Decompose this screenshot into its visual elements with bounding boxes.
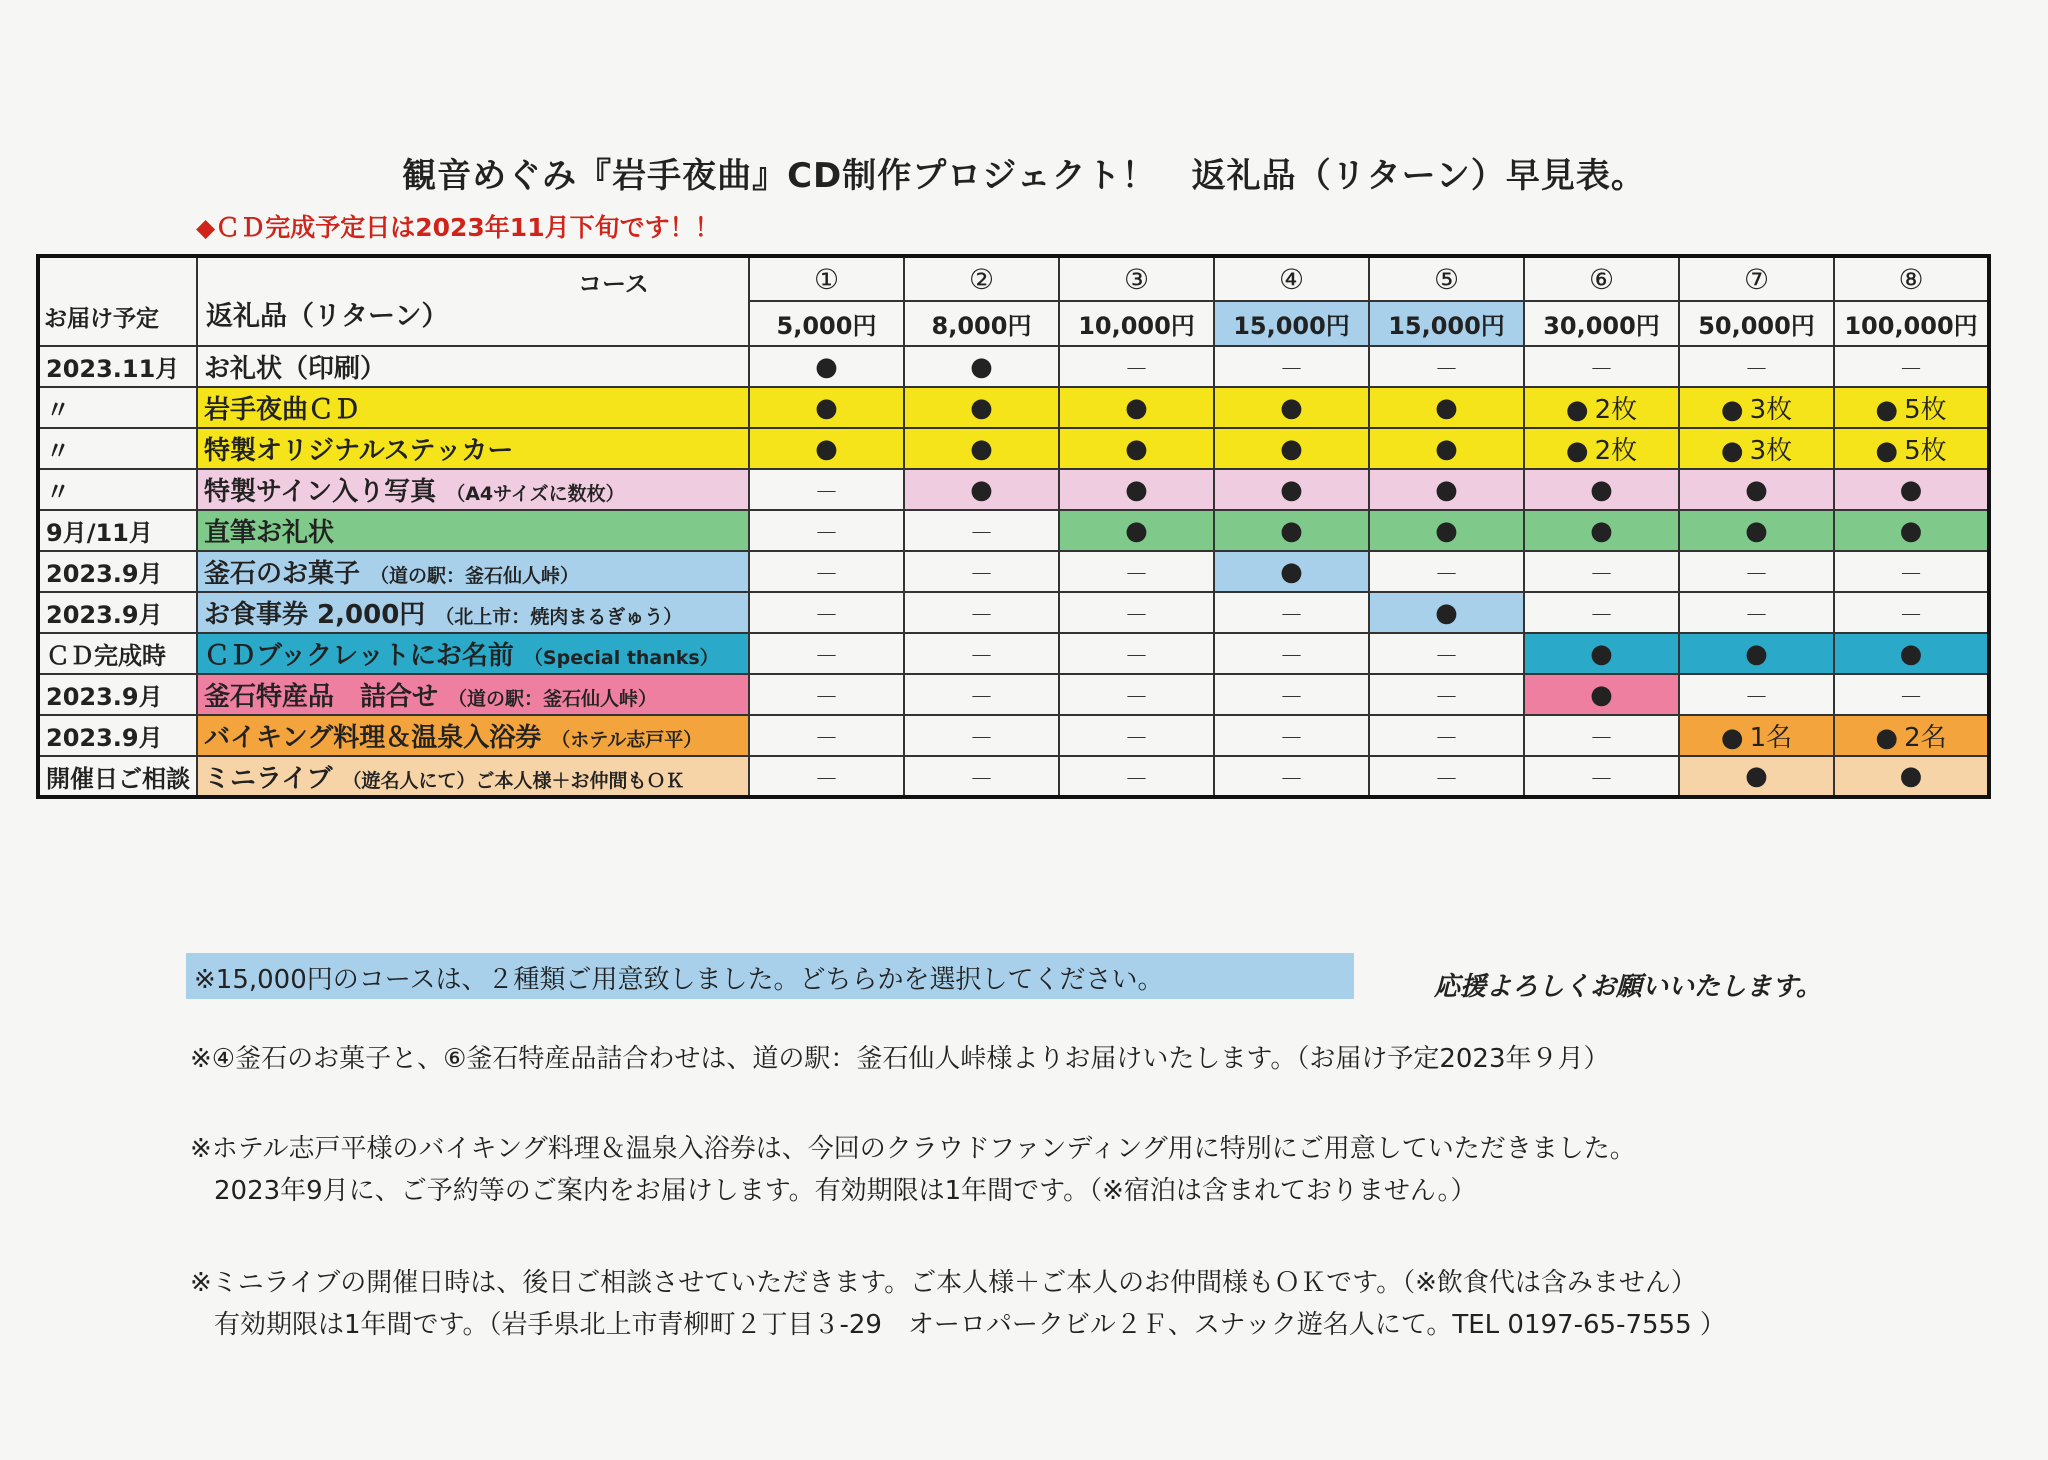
included-mark: ● bbox=[1280, 556, 1303, 587]
included-mark: ● bbox=[1875, 723, 1899, 753]
course-cell bbox=[904, 346, 1059, 387]
course-label: コース bbox=[578, 270, 649, 298]
course-price-8: 100,000円 bbox=[1834, 301, 1989, 346]
course-cell bbox=[749, 469, 904, 510]
not-included-mark: － bbox=[969, 601, 994, 629]
included-mark: ● bbox=[1720, 395, 1744, 425]
note-minilive bbox=[190, 1262, 1726, 1346]
not-included-mark: － bbox=[1124, 724, 1149, 752]
course-cell bbox=[1214, 551, 1369, 592]
course-cell bbox=[1679, 510, 1834, 551]
return-item-name: 岩手夜曲ＣＤ bbox=[204, 395, 361, 425]
table-row bbox=[38, 387, 1989, 428]
return-item-name: お礼状（印刷） bbox=[204, 354, 387, 384]
not-included-mark: － bbox=[1899, 601, 1923, 629]
table-row bbox=[38, 674, 1989, 715]
included-mark: ● bbox=[815, 351, 838, 382]
course-price-2: 8,000円 bbox=[904, 301, 1059, 346]
not-included-mark: － bbox=[969, 724, 994, 752]
not-included-mark: － bbox=[1589, 560, 1614, 588]
course-cell bbox=[1834, 715, 1989, 756]
course-cell bbox=[1369, 428, 1524, 469]
course-cell bbox=[1679, 715, 1834, 756]
course-number-text: ⑦ bbox=[1743, 262, 1770, 296]
course-cell bbox=[1524, 428, 1679, 469]
included-mark: ● bbox=[815, 433, 838, 464]
course-cell bbox=[1834, 510, 1989, 551]
return-item-name: お食事券 2,000円 bbox=[204, 600, 426, 630]
course-cell bbox=[1524, 633, 1679, 674]
course-cell bbox=[904, 756, 1059, 797]
course-number-8 bbox=[1834, 256, 1989, 301]
not-included-mark: － bbox=[1124, 355, 1149, 383]
return-item-cell bbox=[197, 346, 749, 387]
course-cell bbox=[1834, 756, 1989, 797]
return-item-cell bbox=[197, 510, 749, 551]
course-cell bbox=[1524, 715, 1679, 756]
included-mark: ● bbox=[1590, 638, 1613, 669]
quantity-label: 2名 bbox=[1904, 723, 1947, 753]
included-mark: ● bbox=[1899, 761, 1923, 791]
course-cell bbox=[1369, 510, 1524, 551]
table-row bbox=[38, 510, 1989, 551]
course-price-5: 15,000円 bbox=[1369, 301, 1524, 346]
course-cell bbox=[1524, 756, 1679, 797]
included-mark: ● bbox=[1875, 436, 1899, 466]
course-cell bbox=[1524, 469, 1679, 510]
included-mark: ● bbox=[1565, 395, 1589, 425]
course-cell bbox=[749, 428, 904, 469]
return-item-name: 特製サイン入り写真 bbox=[204, 477, 437, 507]
course-cell bbox=[1059, 592, 1214, 633]
course-cell bbox=[1369, 346, 1524, 387]
delivery-date-cell: 〃 bbox=[38, 387, 197, 428]
return-item-name: ＣＤブックレットにお名前 bbox=[204, 641, 514, 671]
course-number-text: ⑧ bbox=[1898, 262, 1924, 296]
return-item-name: バイキング料理＆温泉入浴券 bbox=[204, 723, 542, 753]
included-mark: ● bbox=[1899, 474, 1923, 505]
not-included-mark: － bbox=[1744, 355, 1769, 383]
included-mark: ● bbox=[1590, 474, 1613, 505]
course-cell bbox=[1679, 674, 1834, 715]
not-included-mark: － bbox=[1434, 724, 1459, 752]
course-cell bbox=[1369, 715, 1524, 756]
included-mark: ● bbox=[1435, 515, 1458, 546]
course-cell bbox=[1679, 387, 1834, 428]
quantity-label: 2枚 bbox=[1594, 436, 1638, 466]
included-mark: ● bbox=[1899, 515, 1923, 546]
course-cell bbox=[1059, 715, 1214, 756]
not-included-mark: － bbox=[1124, 560, 1149, 588]
return-label: 返礼品（リターン） bbox=[206, 301, 449, 332]
not-included-mark: － bbox=[1124, 601, 1149, 629]
course-cell bbox=[1059, 551, 1214, 592]
course-cell bbox=[749, 756, 904, 797]
course-cell bbox=[1059, 674, 1214, 715]
delivery-header-cell bbox=[38, 256, 197, 346]
course-cell bbox=[1834, 387, 1989, 428]
course-cell bbox=[749, 551, 904, 592]
course-cell bbox=[1524, 510, 1679, 551]
not-included-mark: － bbox=[1899, 355, 1923, 383]
course-number-1 bbox=[749, 256, 904, 301]
course-cell bbox=[1834, 346, 1989, 387]
not-included-mark: － bbox=[1589, 355, 1614, 383]
course-cell bbox=[1679, 756, 1834, 797]
delivery-date-cell: 開催日ご相談 bbox=[38, 756, 197, 797]
course-cell bbox=[749, 674, 904, 715]
course-number-7 bbox=[1679, 256, 1834, 301]
included-mark: ● bbox=[1435, 474, 1458, 505]
included-mark: ● bbox=[1899, 638, 1923, 669]
not-included-mark: － bbox=[1279, 601, 1304, 629]
return-item-name: 特製オリジナルステッカー bbox=[204, 436, 514, 466]
note-line: ※④釜石のお菓子と、⑥釜石特産品詰合わせは、道の駅：釜石仙人峠様よりお届けいたします。（お届け予定2023年９月） bbox=[190, 1044, 1610, 1074]
not-included-mark: － bbox=[1434, 683, 1459, 711]
quantity-label: 2枚 bbox=[1594, 395, 1638, 425]
course-cell bbox=[1679, 428, 1834, 469]
note-line: 2023年9月に、ご予約等のご案内をお届けします。有効期限は1年間です。（※宿泊は含まれておりません。） bbox=[214, 1176, 1477, 1206]
course-cell bbox=[1679, 469, 1834, 510]
note-line: ※ミニライブの開催日時は、後日ご相談させていただきます。ご本人様＋ご本人のお仲間様もＯＫです。（※飲食代は含みません） bbox=[190, 1268, 1697, 1298]
delivery-date-cell: 2023.11月 bbox=[38, 346, 197, 387]
course-number-text: ③ bbox=[1123, 262, 1150, 296]
not-included-mark: － bbox=[1899, 560, 1923, 588]
included-mark: ● bbox=[815, 392, 838, 423]
not-included-mark: － bbox=[1279, 642, 1304, 670]
return-item-note: （道の駅：釜石仙人峠） bbox=[448, 688, 658, 710]
return-item-cell bbox=[197, 674, 749, 715]
course-cell bbox=[749, 592, 904, 633]
course-cell bbox=[1834, 592, 1989, 633]
not-included-mark: － bbox=[1744, 683, 1769, 711]
course-number-row bbox=[38, 256, 1989, 301]
course-cell bbox=[1834, 633, 1989, 674]
not-included-mark: － bbox=[1124, 683, 1149, 711]
not-included-mark: － bbox=[814, 683, 839, 711]
not-included-mark: － bbox=[969, 683, 994, 711]
return-item-cell bbox=[197, 592, 749, 633]
delivery-date-cell: 2023.9月 bbox=[38, 551, 197, 592]
return-item-note: （Special thanks） bbox=[523, 647, 719, 669]
table-row bbox=[38, 592, 1989, 633]
course-cell bbox=[904, 633, 1059, 674]
delivery-date-cell: 9月/11月 bbox=[38, 510, 197, 551]
course-cell bbox=[1524, 346, 1679, 387]
included-mark: ● bbox=[1280, 392, 1303, 423]
course-number-3 bbox=[1059, 256, 1214, 301]
delivery-date-cell: 2023.9月 bbox=[38, 592, 197, 633]
course-choice-note bbox=[186, 953, 1354, 999]
course-price-3: 10,000円 bbox=[1059, 301, 1214, 346]
course-cell bbox=[1059, 633, 1214, 674]
not-included-mark: － bbox=[1434, 764, 1459, 793]
course-cell bbox=[1214, 633, 1369, 674]
note-line: ※ホテル志戸平様のバイキング料理＆温泉入浴券は、今回のクラウドファンディング用に特別にご用意していただきました。 bbox=[190, 1134, 1636, 1164]
course-cell bbox=[1679, 592, 1834, 633]
course-cell bbox=[1834, 674, 1989, 715]
not-included-mark: － bbox=[1589, 764, 1614, 793]
not-included-mark: － bbox=[1279, 355, 1304, 383]
table-row bbox=[38, 428, 1989, 469]
course-cell bbox=[1679, 551, 1834, 592]
note-sweets bbox=[190, 1038, 1610, 1080]
return-item-note: （北上市：焼肉まるぎゅう） bbox=[435, 606, 683, 628]
course-cell bbox=[1059, 469, 1214, 510]
included-mark: ● bbox=[1435, 433, 1458, 464]
course-cell bbox=[749, 715, 904, 756]
course-cell bbox=[749, 510, 904, 551]
included-mark: ● bbox=[1125, 392, 1148, 423]
included-mark: ● bbox=[1435, 597, 1458, 628]
not-included-mark: － bbox=[814, 601, 839, 629]
return-item-cell bbox=[197, 428, 749, 469]
not-included-mark: － bbox=[1279, 683, 1304, 711]
course-cell bbox=[904, 715, 1059, 756]
not-included-mark: － bbox=[1279, 764, 1304, 793]
course-cell bbox=[1214, 510, 1369, 551]
course-cell bbox=[1214, 674, 1369, 715]
not-included-mark: － bbox=[1434, 355, 1459, 383]
return-item-cell bbox=[197, 715, 749, 756]
course-cell bbox=[1214, 346, 1369, 387]
included-mark: ● bbox=[1745, 515, 1768, 546]
course-number-text: ⑥ bbox=[1588, 262, 1615, 296]
not-included-mark: － bbox=[1279, 724, 1304, 752]
completion-date-notice: ◆ＣＤ完成予定日は2023年11月下旬です！！ bbox=[196, 213, 720, 242]
included-mark: ● bbox=[1875, 395, 1899, 425]
course-cell bbox=[904, 428, 1059, 469]
course-cell bbox=[1524, 387, 1679, 428]
delivery-label: お届け予定 bbox=[44, 306, 159, 332]
table-row bbox=[38, 346, 1989, 387]
not-included-mark: － bbox=[1434, 560, 1459, 588]
delivery-date-cell: 〃 bbox=[38, 428, 197, 469]
course-price-7: 50,000円 bbox=[1679, 301, 1834, 346]
quantity-label: 5枚 bbox=[1904, 395, 1947, 425]
not-included-mark: － bbox=[1744, 601, 1769, 629]
not-included-mark: － bbox=[969, 519, 994, 547]
included-mark: ● bbox=[970, 351, 993, 382]
course-cell bbox=[1524, 551, 1679, 592]
course-cell bbox=[1214, 428, 1369, 469]
table-row bbox=[38, 551, 1989, 592]
table-row bbox=[38, 469, 1989, 510]
course-cell bbox=[1214, 469, 1369, 510]
not-included-mark: － bbox=[969, 642, 994, 670]
course-cell bbox=[1059, 756, 1214, 797]
not-included-mark: － bbox=[1589, 724, 1614, 752]
quantity-label: 1名 bbox=[1749, 723, 1793, 753]
not-included-mark: － bbox=[1124, 764, 1149, 793]
return-item-name: 釜石のお菓子 bbox=[204, 559, 361, 589]
course-cell bbox=[1524, 674, 1679, 715]
included-mark: ● bbox=[1125, 433, 1148, 464]
course-cell bbox=[1524, 592, 1679, 633]
included-mark: ● bbox=[970, 433, 993, 464]
returns-table bbox=[36, 254, 1991, 799]
included-mark: ● bbox=[1280, 433, 1303, 464]
delivery-date-cell: 〃 bbox=[38, 469, 197, 510]
course-cell bbox=[1834, 551, 1989, 592]
not-included-mark: － bbox=[814, 764, 839, 793]
not-included-mark: － bbox=[814, 478, 839, 506]
course-cell bbox=[1214, 592, 1369, 633]
course-price-1: 5,000円 bbox=[749, 301, 904, 346]
course-cell bbox=[1369, 551, 1524, 592]
course-cell bbox=[904, 469, 1059, 510]
note-line: 有効期限は1年間です。（岩手県北上市青柳町２丁目３-29 オーロパークビル２Ｆ、スナック遊名人にて。TEL 0197-65-7555 ） bbox=[214, 1310, 1726, 1340]
course-number-5 bbox=[1369, 256, 1524, 301]
course-cell bbox=[1369, 387, 1524, 428]
included-mark: ● bbox=[970, 392, 993, 423]
course-number-2 bbox=[904, 256, 1059, 301]
course-cell bbox=[749, 346, 904, 387]
course-cell bbox=[749, 633, 904, 674]
course-cell bbox=[1059, 510, 1214, 551]
not-included-mark: － bbox=[814, 560, 839, 588]
not-included-mark: － bbox=[1899, 683, 1923, 711]
course-number-text: ⑤ bbox=[1433, 262, 1460, 296]
course-price-4: 15,000円 bbox=[1214, 301, 1369, 346]
return-item-note: （ホテル志戸平） bbox=[551, 729, 703, 751]
course-cell bbox=[1369, 633, 1524, 674]
course-cell bbox=[1214, 715, 1369, 756]
included-mark: ● bbox=[1280, 474, 1303, 505]
included-mark: ● bbox=[970, 474, 993, 505]
not-included-mark: － bbox=[1744, 560, 1769, 588]
return-item-note: （A4サイズに数枚） bbox=[446, 483, 625, 505]
delivery-date-cell: 2023.9月 bbox=[38, 674, 197, 715]
course-cell bbox=[1059, 387, 1214, 428]
included-mark: ● bbox=[1590, 515, 1613, 546]
return-item-cell bbox=[197, 756, 749, 797]
course-cell bbox=[1059, 428, 1214, 469]
return-item-name: 直筆お礼状 bbox=[204, 518, 335, 548]
not-included-mark: － bbox=[1589, 601, 1614, 629]
course-cell bbox=[1059, 346, 1214, 387]
course-cell bbox=[1834, 428, 1989, 469]
table-row bbox=[38, 715, 1989, 756]
course-number-text: ① bbox=[813, 262, 840, 296]
return-item-name: 釜石特産品 詰合せ bbox=[204, 682, 439, 712]
included-mark: ● bbox=[1280, 515, 1303, 546]
return-item-cell bbox=[197, 387, 749, 428]
included-mark: ● bbox=[1125, 474, 1148, 505]
course-cell bbox=[904, 387, 1059, 428]
course-number-text: ④ bbox=[1278, 262, 1305, 296]
course-choice-note-text: ※15,000円のコースは、２種類ご用意致しました。どちらかを選択してください。 bbox=[194, 965, 1164, 995]
course-cell bbox=[1369, 469, 1524, 510]
course-cell bbox=[1369, 674, 1524, 715]
included-mark: ● bbox=[1125, 515, 1148, 546]
course-cell bbox=[1679, 633, 1834, 674]
included-mark: ● bbox=[1745, 638, 1768, 669]
quantity-label: 3枚 bbox=[1749, 436, 1793, 466]
included-mark: ● bbox=[1590, 679, 1613, 710]
course-number-4 bbox=[1214, 256, 1369, 301]
course-price-6: 30,000円 bbox=[1524, 301, 1679, 346]
return-item-cell bbox=[197, 469, 749, 510]
delivery-date-cell: ＣＤ完成時 bbox=[38, 633, 197, 674]
return-item-cell bbox=[197, 551, 749, 592]
not-included-mark: － bbox=[969, 764, 994, 793]
not-included-mark: － bbox=[814, 642, 839, 670]
return-item-cell bbox=[197, 633, 749, 674]
quantity-label: 3枚 bbox=[1749, 395, 1793, 425]
return-header-cell bbox=[197, 256, 749, 346]
included-mark: ● bbox=[1745, 761, 1768, 791]
not-included-mark: － bbox=[814, 519, 839, 547]
page-title: 観音めぐみ『岩手夜曲』CD制作プロジェクト！ 返礼品（リターン）早見表。 bbox=[402, 156, 1646, 196]
course-cell bbox=[1214, 756, 1369, 797]
not-included-mark: － bbox=[1434, 642, 1459, 670]
course-cell bbox=[1369, 592, 1524, 633]
not-included-mark: － bbox=[969, 560, 994, 588]
course-cell bbox=[904, 674, 1059, 715]
quantity-label: 5枚 bbox=[1904, 436, 1947, 466]
course-cell bbox=[1214, 387, 1369, 428]
included-mark: ● bbox=[1435, 392, 1458, 423]
return-item-note: （道の駅：釜石仙人峠） bbox=[370, 565, 580, 587]
course-number-text: ② bbox=[968, 262, 995, 296]
included-mark: ● bbox=[1720, 723, 1744, 753]
delivery-date-cell: 2023.9月 bbox=[38, 715, 197, 756]
course-cell bbox=[904, 510, 1059, 551]
included-mark: ● bbox=[1720, 436, 1744, 466]
not-included-mark: － bbox=[1124, 642, 1149, 670]
table-row bbox=[38, 756, 1989, 797]
included-mark: ● bbox=[1565, 436, 1589, 466]
course-cell bbox=[1834, 469, 1989, 510]
return-item-note: （遊名人にて）ご本人様＋お仲間もＯＫ bbox=[342, 769, 685, 792]
course-cell bbox=[1679, 346, 1834, 387]
support-message: 応援よろしくお願いいたします。 bbox=[1434, 972, 1822, 1002]
course-cell bbox=[904, 551, 1059, 592]
course-cell bbox=[749, 387, 904, 428]
course-number-6 bbox=[1524, 256, 1679, 301]
return-item-name: ミニライブ bbox=[204, 763, 333, 794]
not-included-mark: － bbox=[814, 724, 839, 752]
note-hotel bbox=[190, 1128, 1636, 1212]
included-mark: ● bbox=[1745, 474, 1768, 505]
course-cell bbox=[904, 592, 1059, 633]
table-row bbox=[38, 633, 1989, 674]
course-cell bbox=[1369, 756, 1524, 797]
